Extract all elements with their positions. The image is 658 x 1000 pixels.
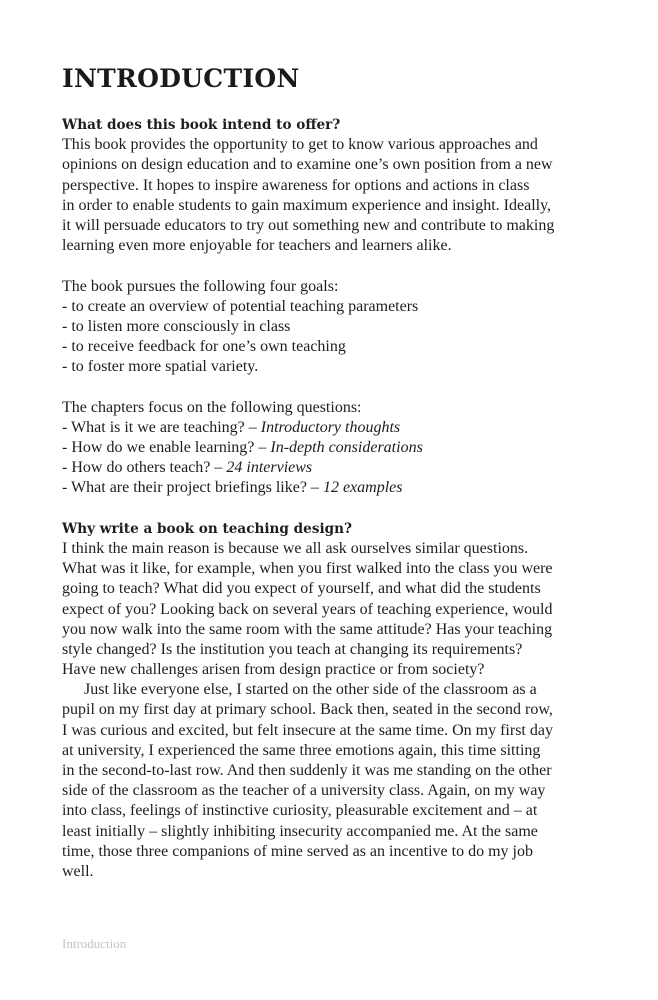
paragraph-line: Just like everyone else, I started on the other side of the classroom as a: [84, 681, 537, 699]
question-item: [62, 418, 602, 438]
paragraph-line: Have new challenges arisen from design practice or from society?: [62, 661, 485, 679]
paragraph-line: side of the classroom as the teacher of a university class. Again, on my way: [62, 782, 546, 800]
question-text: - What is it we are teaching? –: [62, 418, 261, 436]
paragraph-line: in the second-to-last row. And then suddenly it was me standing on the other: [62, 762, 552, 779]
paragraph-line: I was curious and excited, but felt insecure at the same time. On my first day: [62, 721, 553, 739]
paragraph-line: perspective. It hopes to inspire awareness for options and actions in class: [62, 176, 530, 194]
goal-item: - to foster more spatial variety.: [62, 358, 259, 376]
paragraph-line: pupil on my first day at primary school. Back then, seated in the second row,: [62, 701, 553, 719]
chapter-title: 12 examples: [322, 479, 403, 497]
chapter-title: 24 interviews: [226, 459, 313, 477]
paragraph-line: it will persuade educators to try out something new and contribute to making: [62, 216, 555, 234]
question-item: [62, 478, 602, 498]
page-title: INTRODUCTION: [62, 64, 300, 93]
paragraph-gap: [62, 499, 602, 519]
question-item: [62, 438, 602, 458]
paragraph-line: in order to enable students to gain maximum experience and insight. Ideally,: [62, 196, 552, 214]
chapter-title: Introductory thoughts: [260, 418, 401, 436]
paragraph-line: you now walk into the same room with the same attitude? Has your teaching: [62, 620, 553, 638]
paragraph-line: learning even more enjoyable for teachers and learners alike.: [62, 237, 452, 255]
goals-intro: The book pursues the following four goals:: [62, 277, 339, 295]
paragraph-gap: [62, 377, 602, 397]
questions-intro: The chapters focus on the following questions:: [62, 398, 362, 416]
goal-item: - to create an overview of potential teaching parameters: [62, 297, 419, 315]
paragraph-gap: [62, 256, 602, 276]
paragraph-line: going to teach? What did you expect of yourself, and what did the students: [62, 580, 541, 598]
question-text: - How do others teach? –: [62, 459, 227, 477]
question-text: - What are their project briefings like? –: [62, 479, 323, 497]
paragraph-line: time, those three companions of mine served as an incentive to do my job: [62, 842, 533, 860]
paragraph-line: What was it like, for example, when you first walked into the class you were: [62, 560, 553, 578]
chapter-title: In-depth considerations: [270, 439, 423, 456]
paragraph-line: least initially – slightly inhibiting insecurity accompanied me. At the same: [62, 822, 538, 840]
paragraph-line: This book provides the opportunity to get to know various approaches and: [62, 136, 538, 154]
paragraph-line: at university, I experienced the same three emotions again, this time sitting: [62, 741, 541, 759]
paragraph-line: I think the main reason is because we all ask ourselves similar questions.: [62, 539, 529, 557]
goal-item: - to listen more consciously in class: [62, 317, 291, 335]
paragraph-line: into class, feelings of instinctive curiosity, pleasurable excitement and – at: [62, 802, 538, 820]
body-text: [62, 115, 602, 882]
goal-item: - to receive feedback for one’s own teaching: [62, 338, 346, 356]
question-text: - How do we enable learning? –: [62, 439, 271, 456]
section-heading: Why write a book on teaching design?: [62, 520, 352, 537]
question-item: [62, 458, 602, 478]
paragraph-line: style changed? Is the institution you teach at changing its requirements?: [62, 640, 523, 658]
section-heading: What does this book intend to offer?: [62, 117, 341, 133]
running-footer: Introduction: [62, 936, 127, 951]
paragraph-line: well.: [62, 862, 94, 880]
paragraph-line: expect of you? Looking back on several years of teaching experience, would: [62, 600, 553, 618]
paragraph-line: opinions on design education and to examine one’s own position from a new: [62, 156, 553, 174]
